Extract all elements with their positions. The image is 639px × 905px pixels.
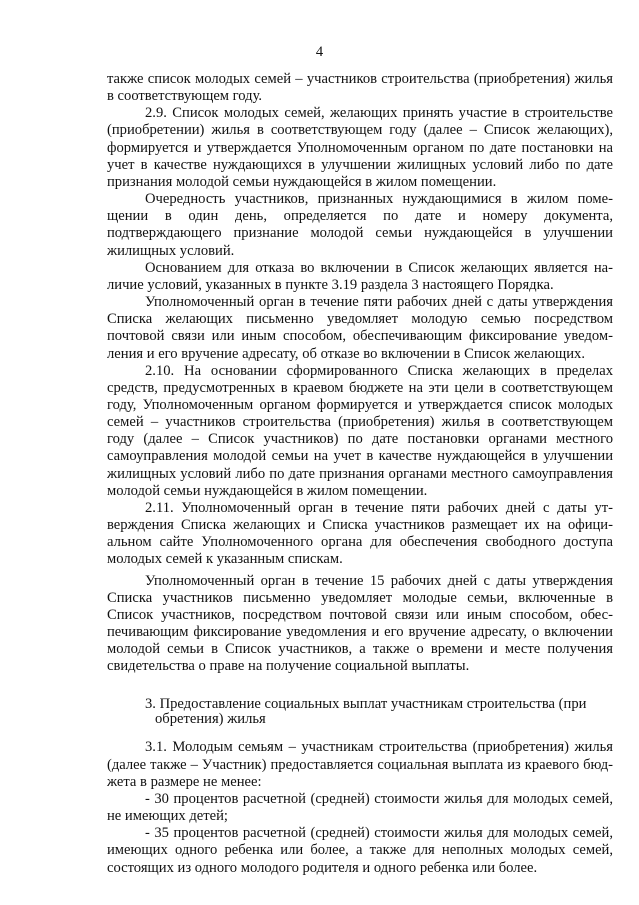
paragraph-participant-notice: Уполномоченный орган в течение 15 рабочих дней с даты утверждения Списка участников письменно уведомляет молодые семьи, включенные в Список участников, посредством почтовой связи или иным способом, обеспечивающим фиксирование уведомления и его вручение адресату, о включении молодой семьи в Список участников, а также о времени и месте получения свидетельства о праве на получение социальной выплаты. bbox=[107, 572, 613, 675]
paragraph-3-1: 3.1. Молодым семьям – участникам строительства (приобретения) жилья (далее также – Участник) предоставляется социальная выплата из краевого бюджета в размере не менее: bbox=[107, 739, 613, 790]
paragraph-continuation: также список молодых семей – участников строительства (приобретения) жилья в соответствующем году. bbox=[107, 71, 613, 105]
paragraph-2-10: 2.10. На основании сформированного Списка желающих в пределах средств, предусмотренных в краевом бюджете на эти цели в соответствующем году, Уполномоченным органом формируется и утверждается список молодых семей – участников строительства (приобретения) жилья в соответствующем году (далее – Список участников) по дате постановки органами местного самоуправления молодой семьи на учет в качестве нуждающейся в улучшении жилищных условий либо по дате признания органами местного самоуправления молодой семьи нуждающейся в жилом помещении. bbox=[107, 362, 613, 499]
paragraph-order-of-participants: Очередность участников, признанных нуждающимися в жилом помещении в один день, определяется по дате и номеру документа, подтверждающего признание молодой семьи нуждающейся в улучшении жилищных условий. bbox=[107, 191, 613, 259]
section-3-heading bbox=[107, 697, 613, 727]
paragraph-2-9: 2.9. Список молодых семей, желающих принять участие в строительстве (приобретении) жилья в соответствующем году (далее – Список желающих), формируется и утверждается Уполномоченным органом по дате постановки на учет в качестве нуждающихся в улучшении жилищных условий либо по дате признания молодой семьи нуждающейся в жилом помещении. bbox=[107, 105, 613, 190]
document-body bbox=[107, 71, 613, 877]
section-3-heading-line2: обретения) жилья bbox=[155, 711, 266, 728]
paragraph-refusal-grounds: Основанием для отказа во включении в Список желающих является наличие условий, указанных в пункте 3.19 раздела 3 настоящего Порядка. bbox=[107, 259, 613, 293]
paragraph-2-11: 2.11. Уполномоченный орган в течение пяти рабочих дней с даты утверждения Списка желающих и Списка участников размещает их на официальном сайте Уполномоченного органа для обеспечения свободного доступа молодых семей к указанным спискам. bbox=[107, 499, 613, 568]
page-number: 4 bbox=[315, 44, 324, 60]
paragraph-35-percent: - 35 процентов расчетной (средней) стоимости жилья для молодых семей, имеющих одного ребенка или более, а также для неполных молодых семей, состоящих из одного молодого родителя и одного ребенка или более. bbox=[107, 825, 613, 876]
section-3-heading-line1: 3. Предоставление социальных выплат участникам строительства (при bbox=[145, 696, 587, 713]
paragraph-refusal-notice: Уполномоченный орган в течение пяти рабочих дней с даты утверждения Списка желающих письменно уведомляет молодую семью посредством почтовой связи или иным способом, обеспечивающим фиксирование уведомления и его вручение адресату, об отказе во включении в Список желающих. bbox=[107, 294, 613, 362]
paragraph-30-percent: - 30 процентов расчетной (средней) стоимости жилья для молодых семей, не имеющих детей; bbox=[107, 790, 613, 825]
